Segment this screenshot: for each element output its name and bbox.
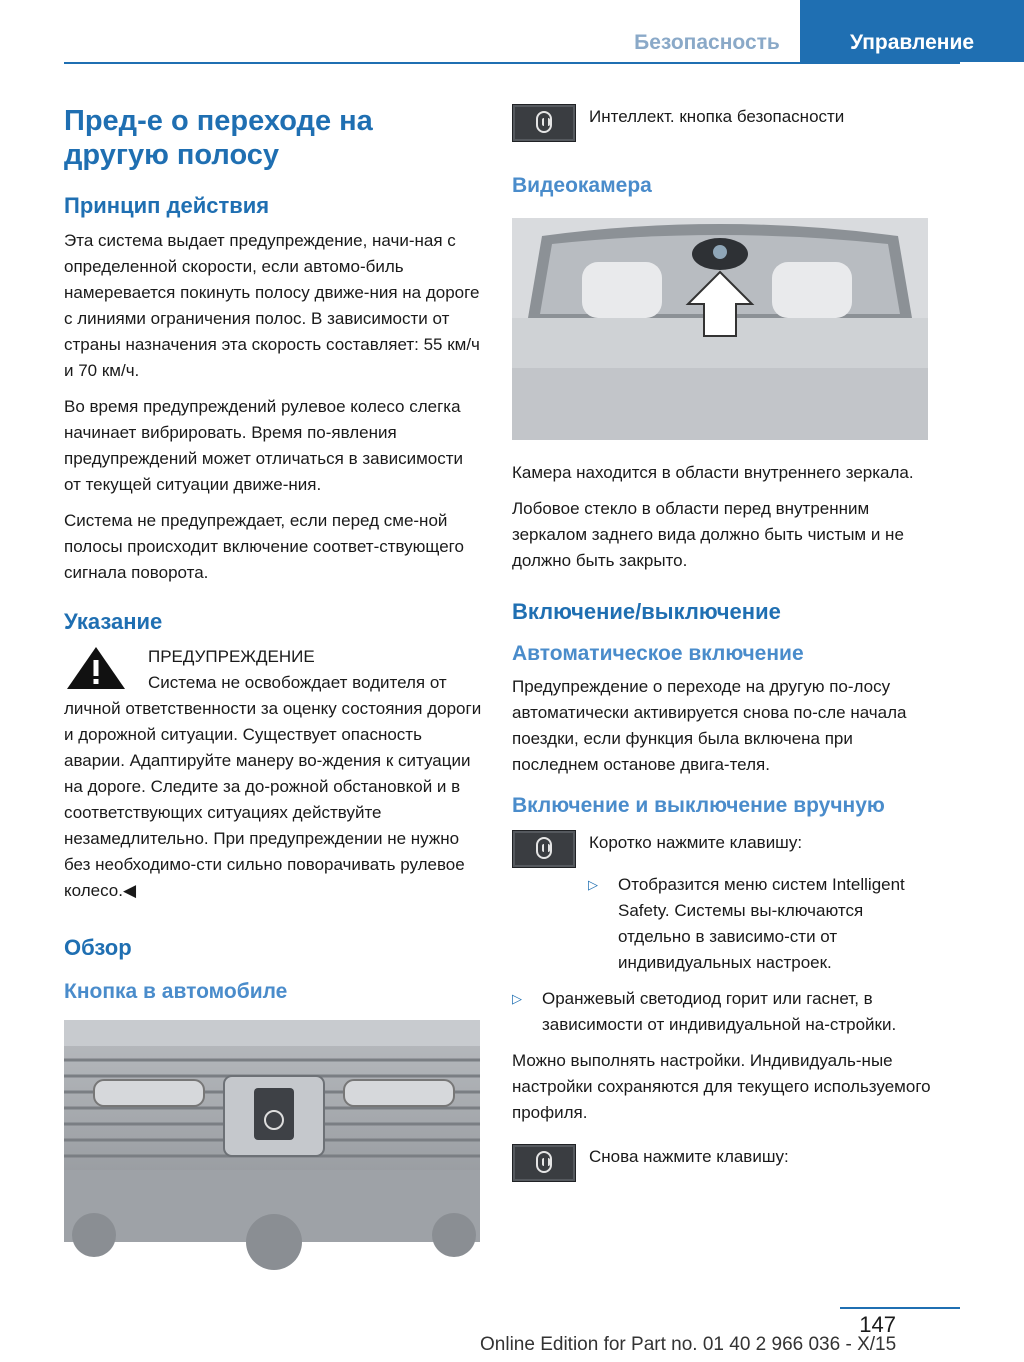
button-heading: Кнопка в автомобиле <box>64 980 288 1003</box>
bullet-text-1: Отобразится меню систем Intelligent Safety. Системы вы-ключаются отдельно в зависимо-сти от индивидуальных настроек. <box>618 875 905 972</box>
overview-heading: Обзор <box>64 935 132 960</box>
footer-rule <box>840 1307 960 1309</box>
press-button-row <box>512 830 932 868</box>
left-column <box>64 104 484 1242</box>
press-again-row <box>512 1144 932 1182</box>
settings-paragraph: Можно выполнять настройки. Индивидуаль-ные настройки сохраняются для текущего используемого профиля. <box>512 1051 931 1122</box>
page-header <box>64 0 975 64</box>
manual-heading: Включение и выключение вручную <box>512 794 885 817</box>
list-item <box>588 872 932 976</box>
auto-heading: Автоматическое включение <box>512 642 804 665</box>
right-column <box>512 104 932 1194</box>
principle-paragraph-1: Эта система выдает предупреждение, начи-ная с определенной скорости, если автомо-биль намеревается покинуть полосу движе-ния на дороге с линиями ограничения полос. В зависимости от страны назначения эта скорость составляет: 55 км/ч и 70 км/ч. <box>64 231 480 380</box>
camera-photo <box>512 218 928 440</box>
bullet-triangle-icon: ▷ <box>588 877 598 892</box>
camera-paragraph-2: Лобовое стекло в области перед внутренним зеркалом заднего вида должно быть чистым и не должно быть закрыто. <box>512 499 904 570</box>
press-instruction: Коротко нажмите клавишу: <box>589 833 803 852</box>
warning-icon <box>64 644 128 692</box>
warning-line-1: Система не освобождает водителя от <box>148 673 447 692</box>
tab-safety[interactable]: Безопасность <box>634 31 780 54</box>
safety-button-icon-3[interactable] <box>512 1144 576 1182</box>
dashboard-button-photo <box>64 1020 480 1242</box>
auto-paragraph: Предупреждение о переходе на другую по-лосу автоматически активируется снова по-сле начала поездки, если функция была включена при последнем останове двига-теля. <box>512 677 907 774</box>
camera-paragraph-1: Камера находится в области внутреннего зеркала. <box>512 463 914 482</box>
principle-heading: Принцип действия <box>64 193 270 218</box>
safety-button-icon-2[interactable] <box>512 830 576 868</box>
tab-control[interactable]: Управление <box>800 0 1024 62</box>
bullet-text-2: Оранжевый светодиод горит или гаснет, в зависимости от индивидуальной на-стройки. <box>542 989 897 1034</box>
press-again-instruction: Снова нажмите клавишу: <box>589 1147 789 1166</box>
camera-illustration <box>512 218 928 440</box>
safety-button-icon[interactable] <box>512 104 576 142</box>
principle-paragraph-2: Во время предупреждений рулевое колесо слегка начинает вибрировать. Время по-явления предупреждений может отличаться в зависимости от текущей ситуации движе-ния. <box>64 397 464 494</box>
bullet-triangle-icon: ▷ <box>512 991 522 1006</box>
warning-title: ПРЕДУПРЕЖДЕНИЕ <box>148 647 315 666</box>
principle-paragraph-3: Система не предупреждает, если перед сме-ной полосы происходит включение соответ-ствующего сигнала поворота. <box>64 511 464 582</box>
edition-text: Online Edition for Part no. 01 40 2 966 036 - X/15 <box>480 1334 897 1355</box>
page-number: 147 <box>859 1312 896 1337</box>
list-item <box>512 986 932 1038</box>
page-footer <box>0 1300 960 1362</box>
safety-button-row <box>512 104 932 142</box>
warning-block <box>64 644 484 696</box>
safety-button-label: Интеллект. кнопка безопасности <box>589 107 845 126</box>
onoff-heading: Включение/выключение <box>512 599 781 624</box>
note-heading: Указание <box>64 609 163 634</box>
page-title: Пред-е о переходе на другую полосу <box>64 105 373 171</box>
camera-heading: Видеокамера <box>512 174 652 197</box>
dashboard-illustration <box>64 1020 480 1242</box>
warning-text: личной ответственности за оценку состояния дороги и дорожной ситуации. Существует опасность аварии. Адаптируйте манеру во-ждения к ситуации на дороге. Следите за до-рожной обстановкой и в соответствующих ситуациях действуйте незамедлительно. При предупреждении не нужно без необходимо-сти сильно поворачивать рулевое колесо.◀ <box>64 699 482 900</box>
